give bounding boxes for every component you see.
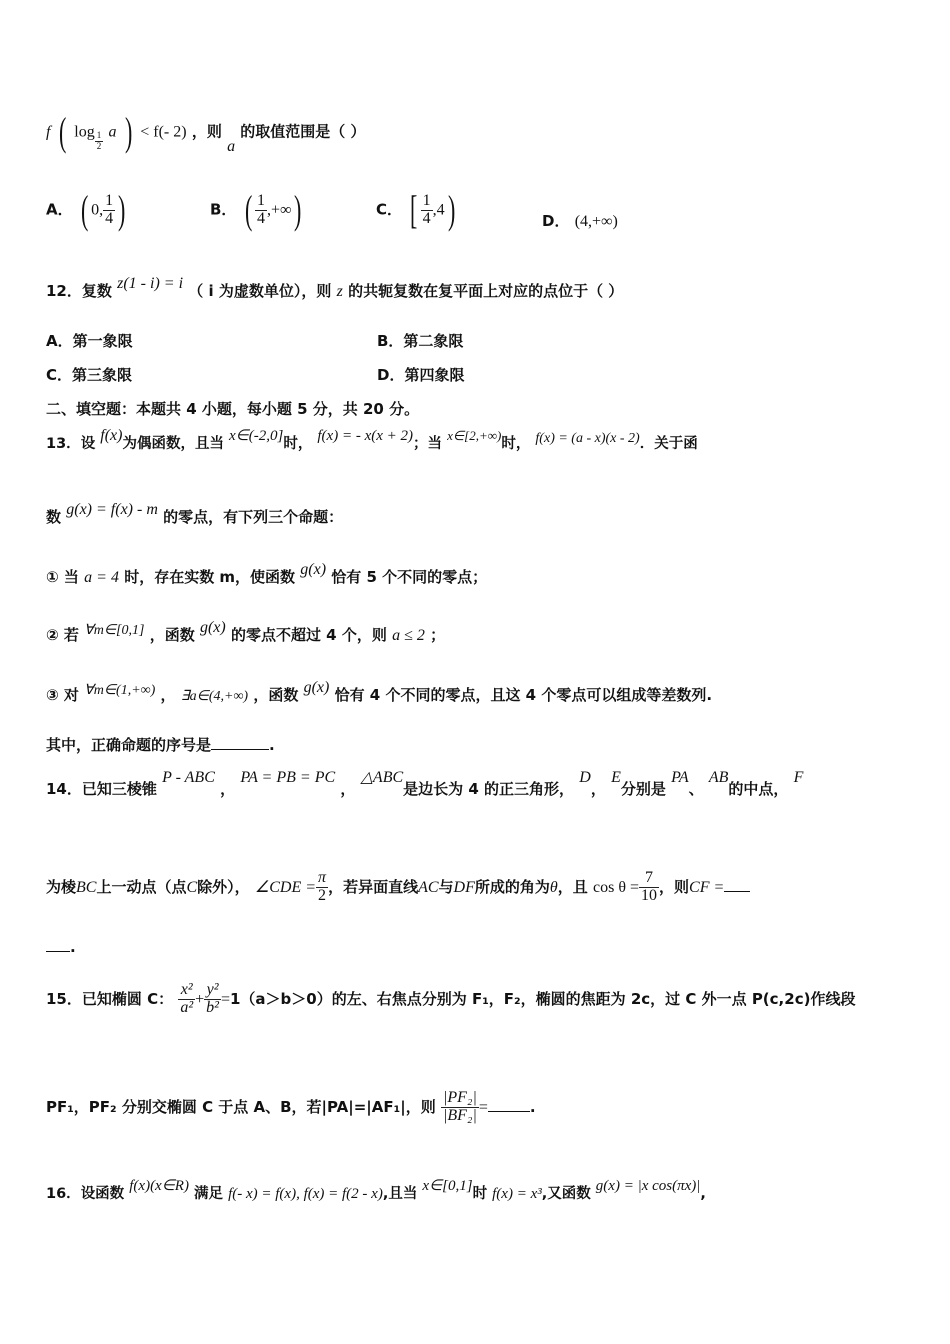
q13-proposition-1: ① 当 a = 4 时，存在实数 m，使函数 g(x) 恰有 5 个不同的零点； [46,561,488,586]
q11-option-a[interactable]: A． ( 0, $\frac{1}{4}$ ) [46,187,126,232]
q12-option-a[interactable]: A．第一象限 [46,332,133,350]
q14-line2: 为棱BC上一动点（点C除外）， ∠CDE = $\frac{\pi}{2}$ ，若异面直线AC与DF所成的角为θ，且 cos θ = $\frac{7}{10}$ ，则CF = [46,870,750,905]
q11-text: ，则 [191,122,222,141]
math-rhs: < f(- 2) [140,123,187,141]
q15-line1: 15．已知椭圆 C： $\frac{\text{x²}}{\text{a²}}$ + $\frac{\text{y²}}{\text{b²}}$ =1（a＞b＞0）的左、右焦点分别为 F₁，F₂，椭圆的焦距为 2c，过 C 外一点 P(c,2c)作线段 [46,981,856,1016]
q14-line3: . [46,938,76,956]
q12-option-b[interactable]: B．第二象限 [377,332,464,350]
paren-left: ( [58,109,67,154]
q11-stem [46,109,366,155]
log-base-fraction: $\frac{1}{2}$ [96,130,102,151]
q13-line2: 数 g(x) = f(x) - m 的零点，有下列三个命题： [46,501,344,526]
answer-blank-cont[interactable] [46,950,70,952]
math-log: log [74,123,95,141]
answer-blank[interactable] [488,1110,530,1112]
answer-blank[interactable] [211,748,269,750]
q12-expr: z(1 - i) = i [117,275,184,292]
q16-line1: 16．设函数 f(x)(x∈R) 满足 f(- x) = f(x), f(x) = f(2 - x),且当 x∈[0,1]时 f(x) = x³,又函数 g(x) = |x cos(πx)|, [46,1178,706,1202]
section-heading: 二、填空题：本题共 4 小题，每小题 5 分，共 20 分。 [46,400,420,418]
answer-blank[interactable] [724,890,750,892]
q12-stem: 12．复数 z(1 - i) = i （ i 为虚数单位），则 z 的共轭复数在复平面上对应的点位于（ ） [46,275,624,300]
q13-line1: 13．设 f(x)为偶函数，且当 x∈(-2,0]时， f(x) = - x(x + 2)；当 x∈[2,+∞)时， f(x) = (a - x)(x - 2)．关于函 [46,427,698,452]
q12-option-d[interactable]: D．第四象限 [377,366,465,384]
math-var-a: a [227,137,236,155]
q11-option-c[interactable]: C． [ $\frac{1}{4}$ ,4) [376,187,455,232]
q11-option-d[interactable]: D． (4,+∞) [542,212,618,230]
q15-line2: PF₁，PF₂ 分别交椭圆 C 于点 A、B，若|PA|=|AF₁|，则 $\frac{\text{|PF₂|}}{\text{|BF₂|}}$ = . [46,1089,536,1124]
q11-text-2: 的取值范围是（ ） [240,122,366,141]
math-f: f [46,123,51,141]
q13-answer-line: 其中，正确命题的序号是 . [46,736,275,754]
q14-line1: 14．已知三棱锥 P - ABC ， PA = PB = PC ， △ABC是边长为 4 的正三角形， D， E分别是 PA、 AB的中点， F [46,769,804,798]
q12-option-c[interactable]: C．第三象限 [46,366,133,384]
q13-proposition-3: ③ 对 ∀m∈(1,+∞) ， ∃a∈(4,+∞) ，函数 g(x) 恰有 4 个不同的零点，且这 4 个零点可以组成等差数列. [46,679,713,704]
q13-proposition-2: ② 若 ∀m∈[0,1] ，函数 g(x) 的零点不超过 4 个，则 a ≤ 2 ； [46,619,446,644]
math-a: a [108,123,117,141]
paren-right: ) [124,109,133,154]
q11-option-b[interactable]: B． ( $\frac{1}{4}$ ,+∞) [210,187,302,232]
